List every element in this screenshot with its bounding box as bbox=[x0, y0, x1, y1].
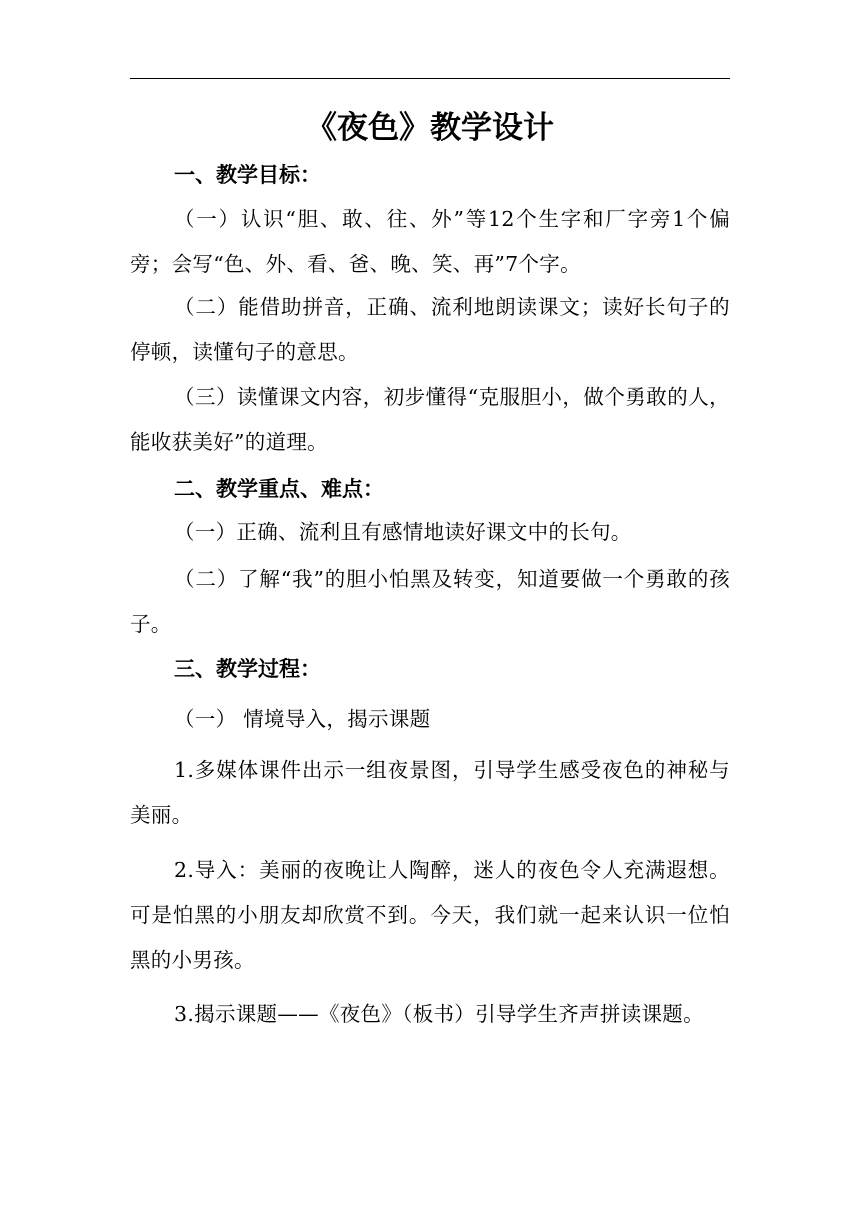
header-rule bbox=[130, 78, 730, 79]
section-heading-key-points: 二、教学重点、难点： bbox=[174, 477, 384, 501]
paragraph-objective-2: （二）能借助拼音，正确、流利地朗读课文；读好长句子的停顿，读懂句子的意思。 bbox=[130, 295, 730, 364]
paragraph-process-item-2: 2.导入：美丽的夜晚让人陶醉，迷人的夜色令人充满遐想。可是怕黑的小朋友却欣赏不到。今天，我们就一起来认识一位怕黑的小男孩。 bbox=[130, 858, 730, 972]
paragraph-key-point-1: （一）正确、流利且有感情地读好课文中的长句。 bbox=[174, 520, 632, 544]
section-heading-objectives: 一、教学目标： bbox=[174, 163, 321, 187]
paragraph-process-item-1: 1.多媒体课件出示一组夜景图，引导学生感受夜色的神秘与美丽。 bbox=[130, 758, 730, 827]
paragraph-process-item-3: 3.揭示课题——《夜色》（板书）引导学生齐声拼读课题。 bbox=[174, 1002, 704, 1026]
paragraph-key-point-2: （二）了解“我”的胆小怕黑及转变，知道要做一个勇敢的孩子。 bbox=[130, 567, 730, 636]
document-title: 《夜色》教学设计 bbox=[306, 110, 554, 146]
paragraph-process-step-1: （一） 情境导入，揭示课题 bbox=[174, 707, 431, 731]
section-heading-process: 三、教学过程： bbox=[174, 657, 321, 681]
paragraph-objective-3: （三）读懂课文内容，初步懂得“克服胆小，做个勇敢的人，能收获美好”的道理。 bbox=[130, 385, 730, 454]
paragraph-objective-1: （一）认识“胆、敢、往、外”等12个生字和厂字旁1个偏旁；会写“色、外、看、爸、晚、笑、再”7个字。 bbox=[130, 207, 730, 276]
